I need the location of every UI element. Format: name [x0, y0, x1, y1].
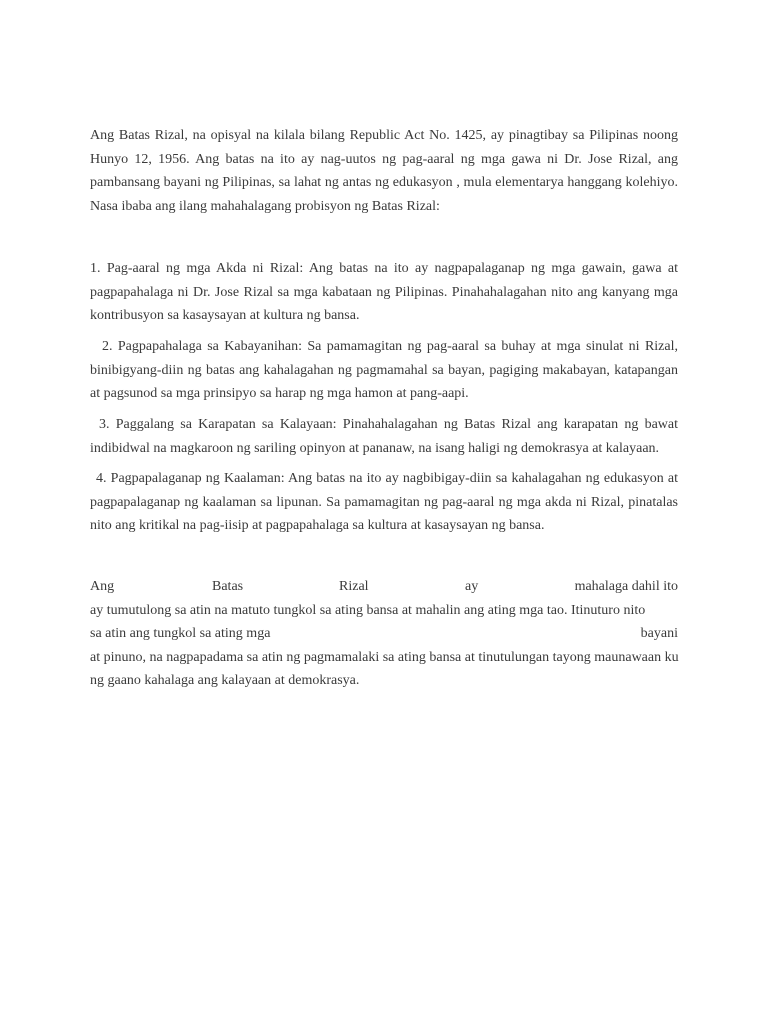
closing-word-2: Batas [212, 579, 244, 594]
intro-paragraph: Ang Batas Rizal, na opisyal na kilala bilang Republic Act No. 1425, ay pinagtibay sa Pilipinas noong Hunyo 12, 1956. Ang batas na ito ay nag-uutos ng pag-aaral ng mga gawa ni Dr. Jose Rizal, ang pambansang bayani ng Pilipinas, sa lahat ng antas ng edukasyon , mula elementarya hanggang kolehiyo. Nasa ibaba ang ilang mahahalagang probisyon ng Batas Rizal: [90, 128, 678, 214]
provision-3: 3. Paggalang sa Karapatan sa Kalayaan: Pinahahalagahan ng Batas Rizal ang karapatan ng bawat indibidwal na magkaroon ng sariling opinyon at pananaw, na isang haligi ng demokrasya at kalayaan. [90, 417, 678, 456]
closing-word-1: Ang [90, 579, 115, 594]
closing-line-3-right: bayani [640, 626, 678, 641]
provision-2: 2. Pagpapahalaga sa Kabayanihan: Sa pamamagitan ng pag-aaral sa buhay at mga sinulat ni Rizal, binibigyang-diin ng batas ang kahalagahan ng pagmamahal sa bayan, pagiging makabayan, katapangan at pagsunod sa mga prinsipyo sa harap ng mga hamon at pang-aapi. [90, 339, 678, 401]
closing-line-4: at pinuno, na nagpapadama sa atin ng pagmamalaki sa ating bansa at tinutulungan tayong maunawaan ku [90, 649, 679, 665]
provision-4: 4. Pagpapalaganap ng Kaalaman: Ang batas na ito ay nagbibigay-diin sa kahalagahan ng edukasyon at pagpapalaganap ng kaalaman sa lipunan. Sa pamamagitan ng pag-aaral ng mga akda ni Rizal, pinatalas nito ang kritikal na pag-iisip at pagpapahalaga sa kultura at kasaysayan ng bansa. [90, 471, 678, 533]
closing-word-5: mahalaga dahil ito [574, 579, 678, 594]
closing-paragraph [90, 575, 678, 693]
closing-word-4: ay [465, 579, 479, 594]
closing-line-1 [90, 575, 678, 599]
closing-line-3 [90, 622, 678, 646]
provision-1: 1. Pag-aaral ng mga Akda ni Rizal: Ang batas na ito ay nagpapalaganap ng mga gawain, gawa at pagpapahalaga ni Dr. Jose Rizal sa mga kabataan ng Pilipinas. Pinahahalagahan nito ang kanyang mga kontribusyon sa kasaysayan at kultura ng bansa. [90, 261, 678, 323]
closing-word-3: Rizal [339, 579, 369, 594]
closing-line-2: ay tumutulong sa atin na matuto tungkol sa ating bansa at mahalin ang ating mga tao. Itinuturo nito [90, 602, 646, 618]
closing-line-3-left: sa atin ang tungkol sa ating mga [90, 626, 271, 641]
closing-line-5: ng gaano kahalaga ang kalayaan at demokrasya. [90, 673, 360, 688]
